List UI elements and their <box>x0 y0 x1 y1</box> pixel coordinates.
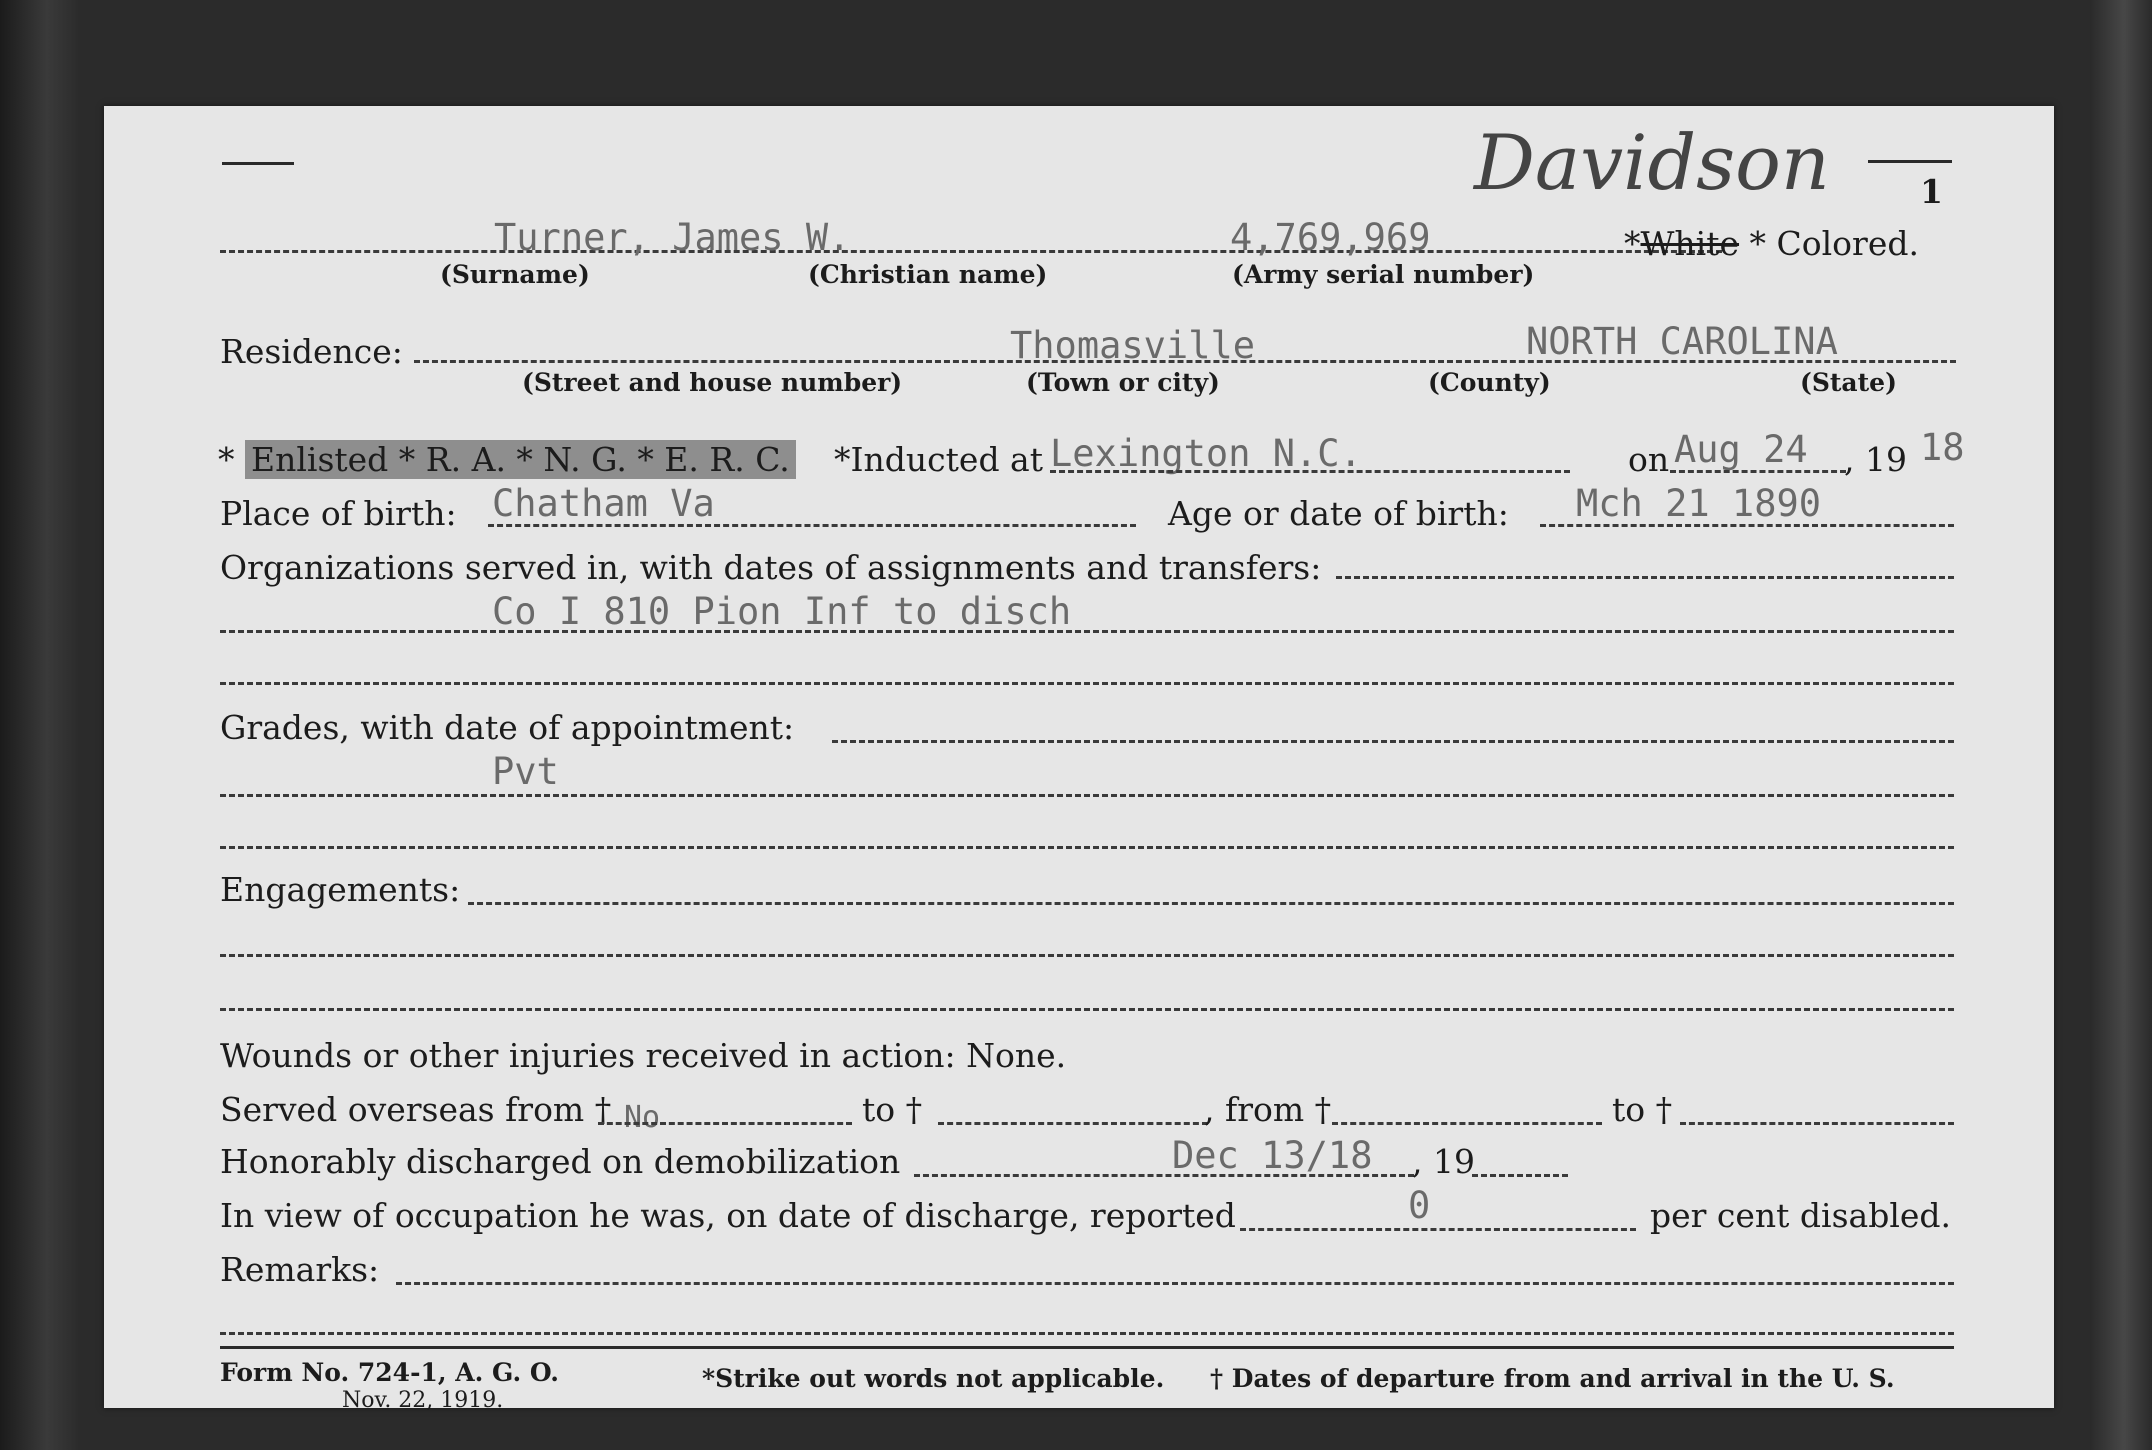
enlisted-struck: Enlisted * R. A. * N. G. * E. R. C. <box>245 440 796 479</box>
race-options: *White * Colored. <box>1624 224 1919 263</box>
caption-serial: (Army serial number) <box>1232 260 1535 289</box>
discharge-label: Honorably discharged on demobilization <box>220 1142 901 1181</box>
grades-label: Grades, with date of appointment: <box>220 708 795 747</box>
handwritten-county: Davidson <box>1474 118 1830 207</box>
caption-county: (County) <box>1428 368 1551 397</box>
scanner-left-edge <box>0 0 78 1450</box>
organizations-value: Co I 810 Pion Inf to disch <box>492 590 1072 633</box>
engagements-line-2 <box>220 954 1954 957</box>
remarks-line-2 <box>220 1332 1954 1335</box>
grades-line-3 <box>220 846 1954 849</box>
year-prefix: , 19 <box>1844 440 1907 479</box>
overseas-from-label: Served overseas from † <box>220 1090 612 1129</box>
overseas-line-2 <box>938 1122 1208 1125</box>
top-left-rule <box>222 162 294 165</box>
service-record-card <box>104 106 2054 1413</box>
overseas-line-3 <box>1332 1122 1602 1125</box>
birth-date-line <box>1540 524 1954 527</box>
caption-christian-name: (Christian name) <box>808 260 1048 289</box>
overseas-from-label-2: , from † <box>1204 1090 1332 1129</box>
residence-state: NORTH CAROLINA <box>1526 320 1838 363</box>
footer-rule <box>220 1346 1954 1349</box>
birth-place-label: Place of birth: <box>220 494 457 533</box>
wounds-label: Wounds or other injuries received in action: None. <box>220 1036 1067 1075</box>
footnote-strike: *Strike out words not applicable. <box>702 1364 1165 1393</box>
inducted-place: Lexington N.C. <box>1050 432 1362 475</box>
inducted-line <box>1050 470 1570 473</box>
engagements-line-1 <box>468 902 1954 905</box>
grades-line-1 <box>832 740 1954 743</box>
birth-place-line <box>488 524 1136 527</box>
name-value: Turner, James W. <box>494 216 851 259</box>
disability-value: 0 <box>1408 1184 1431 1227</box>
induction-year: 18 <box>1920 426 1965 469</box>
serial-value: 4,769,969 <box>1230 216 1431 259</box>
organizations-label: Organizations served in, with dates of assignments and transfers: <box>220 548 1322 587</box>
grades-value: Pvt <box>492 750 559 793</box>
organizations-line-1 <box>1336 576 1954 579</box>
footnote-dates: † Dates of departure from and arrival in the U. S. <box>1210 1364 1895 1393</box>
overseas-value: No <box>624 1100 661 1135</box>
race-white-struck: White <box>1640 224 1740 263</box>
overseas-to-label-2: to † <box>1612 1090 1673 1129</box>
engagements-line-3 <box>220 1008 1954 1011</box>
induction-date: Aug 24 <box>1674 428 1808 471</box>
overseas-line-4 <box>1680 1122 1954 1125</box>
residence-label: Residence: <box>220 332 403 371</box>
grades-line-2 <box>220 794 1954 797</box>
form-date: Nov. 22, 1919. <box>342 1388 504 1413</box>
name-line <box>220 250 1722 253</box>
caption-street: (Street and house number) <box>522 368 903 397</box>
disability-line <box>1240 1228 1636 1231</box>
form-number: Form No. 724-1, A. G. O. <box>220 1358 559 1387</box>
scanner-right-edge <box>2090 0 2152 1450</box>
discharge-year-suffix: , 19 <box>1412 1142 1475 1181</box>
inducted-label: *Inducted at <box>834 440 1043 479</box>
card-number-rule <box>1868 160 1952 163</box>
engagements-label: Engagements: <box>220 870 461 909</box>
race-colored: Colored. <box>1776 224 1919 263</box>
disability-suffix: per cent disabled. <box>1650 1196 1952 1235</box>
remarks-label: Remarks: <box>220 1250 380 1289</box>
discharge-date: Dec 13/18 <box>1172 1134 1373 1177</box>
organizations-line-3 <box>220 682 1954 685</box>
card-number: 1 <box>1920 172 1943 211</box>
discharge-year-line <box>1472 1174 1568 1177</box>
overseas-to-label-1: to † <box>862 1090 923 1129</box>
birth-date: Mch 21 1890 <box>1576 482 1822 525</box>
induction-date-line <box>1670 470 1846 473</box>
caption-town: (Town or city) <box>1026 368 1220 397</box>
caption-state: (State) <box>1800 368 1897 397</box>
caption-surname: (Surname) <box>440 260 590 289</box>
organizations-line-2 <box>220 630 1954 633</box>
birth-place: Chatham Va <box>492 482 715 525</box>
on-label: on <box>1628 440 1670 479</box>
remarks-line-1 <box>396 1282 1954 1285</box>
birth-date-label: Age or date of birth: <box>1168 494 1509 533</box>
discharge-line <box>914 1174 1414 1177</box>
overseas-line-1 <box>598 1122 852 1125</box>
disability-label: In view of occupation he was, on date of discharge, reported <box>220 1196 1236 1235</box>
residence-town: Thomasville <box>1010 324 1256 367</box>
enlisted-options: * Enlisted * R. A. * N. G. * E. R. C. <box>218 440 796 480</box>
